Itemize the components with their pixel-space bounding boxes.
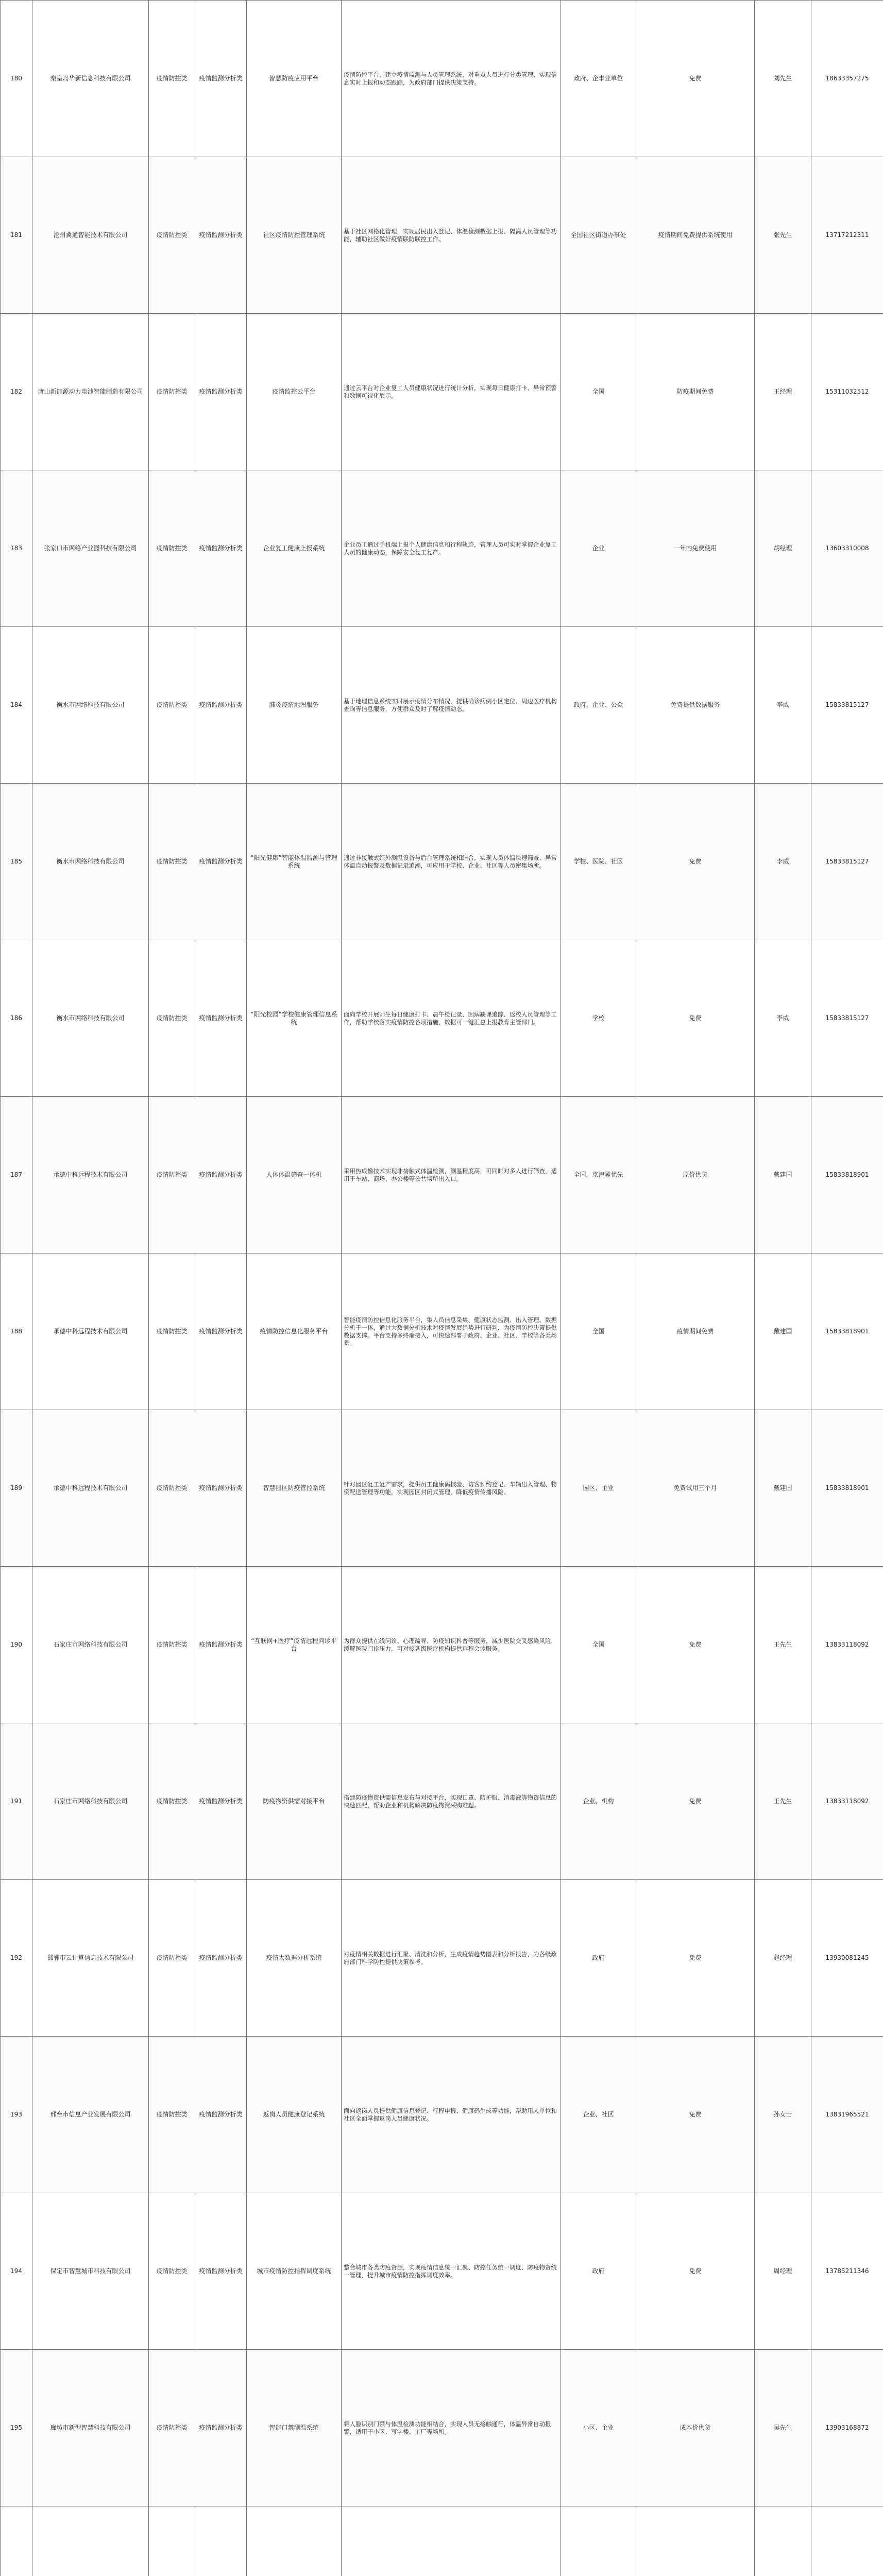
company-name: 承德中科远程技术有限公司 (32, 1253, 149, 1410)
row-number: 191 (1, 1723, 32, 1880)
contact-person: 戴建国 (755, 1097, 811, 1253)
contact-person: 王先生 (755, 1723, 811, 1880)
contact-phone: 15833818901 (811, 1253, 883, 1410)
contact-person: 戴建国 (755, 1410, 811, 1567)
company-name: 石家庄市网络科技有限公司 (32, 1567, 149, 1723)
product-description (342, 2506, 561, 2576)
table-row (1, 1, 883, 157)
contact-person: 胡经理 (755, 470, 811, 627)
subcategory-cell: 疫情监测分析类 (195, 1, 247, 157)
contact-phone: 13785211346 (811, 2193, 883, 2350)
service-scope: 学校、医院、社区 (561, 784, 636, 940)
service-offer: 免费提供数据服务 (636, 627, 755, 784)
contact-person: 刘先生 (755, 1, 811, 157)
table-row (1, 1723, 883, 1880)
service-offer: 免费 (636, 2193, 755, 2350)
product-name: 城市疫情防控指挥调度系统 (247, 2193, 342, 2350)
contact-person: 张先生 (755, 157, 811, 314)
product-name: 疫情监控云平台 (247, 314, 342, 470)
contact-phone: 13833118092 (811, 1567, 883, 1723)
service-offer: 一年内免费使用 (636, 470, 755, 627)
service-offer: 免费 (636, 1, 755, 157)
table-row (1, 1410, 883, 1567)
service-offer: 免费 (636, 940, 755, 1097)
product-description: 企业员工通过手机端上报个人健康信息和行程轨迹，管理人员可实时掌握企业复工人员的健康动态，保障安全复工复产。 (342, 470, 561, 627)
category-cell: 疫情防控类 (149, 1253, 195, 1410)
contact-phone: 13603310008 (811, 470, 883, 627)
row-number (1, 2506, 32, 2576)
category-cell: 疫情防控类 (149, 470, 195, 627)
category-cell: 疫情防控类 (149, 627, 195, 784)
contact-phone: 13833118092 (811, 1723, 883, 1880)
service-offer: 防疫期间免费 (636, 314, 755, 470)
company-name: 承德中科远程技术有限公司 (32, 1410, 149, 1567)
product-name (247, 2506, 342, 2576)
product-description: 搭建防疫物资供需信息发布与对接平台，实现口罩、防护服、消毒液等物资信息的快速匹配，帮助企业和机构解决防疫物资采购难题。 (342, 1723, 561, 1880)
contact-phone: 13903168872 (811, 2350, 883, 2506)
product-name: “阳光校园”学校健康管理信息系统 (247, 940, 342, 1097)
table-row (1, 1253, 883, 1410)
category-cell: 疫情防控类 (149, 314, 195, 470)
service-offer: 成本价供货 (636, 2350, 755, 2506)
service-offer: 免费试用三个月 (636, 1410, 755, 1567)
table-row (1, 470, 883, 627)
product-description: 采用热成像技术实现非接触式体温检测，测温精度高，可同时对多人进行筛查，适用于车站、商场、办公楼等公共场所出入口。 (342, 1097, 561, 1253)
category-cell: 疫情防控类 (149, 940, 195, 1097)
row-number: 182 (1, 314, 32, 470)
table-row (1, 314, 883, 470)
service-scope: 政府 (561, 1880, 636, 2037)
subcategory-cell (195, 2506, 247, 2576)
table-row (1, 940, 883, 1097)
category-cell: 疫情防控类 (149, 1880, 195, 2037)
service-scope: 企业、机构 (561, 1723, 636, 1880)
product-name: 疫情大数据分析系统 (247, 1880, 342, 2037)
company-name (32, 2506, 149, 2576)
category-cell: 疫情防控类 (149, 2037, 195, 2193)
service-scope (561, 2506, 636, 2576)
contact-person: 李威 (755, 627, 811, 784)
product-name: 智能门禁测温系统 (247, 2350, 342, 2506)
row-number: 194 (1, 2193, 32, 2350)
product-name: 返岗人员健康登记系统 (247, 2037, 342, 2193)
row-number: 193 (1, 2037, 32, 2193)
subcategory-cell: 疫情监测分析类 (195, 627, 247, 784)
product-description: 通过非接触式红外测温设备与后台管理系统相结合，实现人员体温快速筛查、异常体温自动报警及数据记录追溯，可应用于学校、企业、社区等人员密集场所。 (342, 784, 561, 940)
company-name: 衡水市网络科技有限公司 (32, 627, 149, 784)
contact-person: 赵经理 (755, 1880, 811, 2037)
service-scope: 全国 (561, 314, 636, 470)
row-number: 187 (1, 1097, 32, 1253)
product-description: 面向学校开展师生每日健康打卡、晨午检记录、因病缺课追踪、返校人员管理等工作，帮助学校落实疫情防控各项措施，数据可一键汇总上报教育主管部门。 (342, 940, 561, 1097)
service-offer: 免费 (636, 1723, 755, 1880)
category-cell: 疫情防控类 (149, 1097, 195, 1253)
contact-phone: 13930081245 (811, 1880, 883, 2037)
product-name: 智慧防疫应用平台 (247, 1, 342, 157)
category-cell (149, 2506, 195, 2576)
service-scope: 政府、企业、公众 (561, 627, 636, 784)
company-name: 廊坊市新型智慧科技有限公司 (32, 2350, 149, 2506)
table-row (1, 784, 883, 940)
row-number: 185 (1, 784, 32, 940)
contact-person: 王经理 (755, 314, 811, 470)
service-offer: 免费 (636, 784, 755, 940)
company-name: 石家庄市网络科技有限公司 (32, 1723, 149, 1880)
row-number: 181 (1, 157, 32, 314)
category-cell: 疫情防控类 (149, 157, 195, 314)
service-offer: 疫情期间免费 (636, 1253, 755, 1410)
service-offer: 免费 (636, 2037, 755, 2193)
service-scope: 园区、企业 (561, 1410, 636, 1567)
table-row (1, 2193, 883, 2350)
category-cell: 疫情防控类 (149, 2350, 195, 2506)
service-scope: 全国 (561, 1567, 636, 1723)
contact-person: 李威 (755, 784, 811, 940)
product-name: 肺炎疫情地图服务 (247, 627, 342, 784)
product-description: 基于地理信息系统实时展示疫情分布情况，提供确诊病例小区定位、周边医疗机构查询等信息服务，方便群众及时了解疫情动态。 (342, 627, 561, 784)
subcategory-cell: 疫情监测分析类 (195, 314, 247, 470)
company-name: 唐山新能源动力电池智能制造有限公司 (32, 314, 149, 470)
category-cell: 疫情防控类 (149, 1410, 195, 1567)
subcategory-cell: 疫情监测分析类 (195, 1253, 247, 1410)
product-name: 企业复工健康上报系统 (247, 470, 342, 627)
product-name: 防疫物资供需对接平台 (247, 1723, 342, 1880)
product-description: 通过云平台对企业复工人员健康状况进行统计分析，实现每日健康打卡、异常预警和数据可视化展示。 (342, 314, 561, 470)
contact-phone: 18633357275 (811, 1, 883, 157)
product-description: 为群众提供在线问诊、心理疏导、防疫知识科普等服务，减少医院交叉感染风险，缓解医院门诊压力，可对接各级医疗机构提供远程会诊服务。 (342, 1567, 561, 1723)
product-name: “互联网+医疗”疫情远程问诊平台 (247, 1567, 342, 1723)
company-name: 承德中科远程技术有限公司 (32, 1097, 149, 1253)
service-scope: 企业 (561, 470, 636, 627)
row-number: 190 (1, 1567, 32, 1723)
service-offer: 免费 (636, 1880, 755, 2037)
contact-person: 王先生 (755, 1567, 811, 1723)
product-name: 社区疫情防控管理系统 (247, 157, 342, 314)
contact-phone: 15833815127 (811, 784, 883, 940)
contact-person: 李威 (755, 940, 811, 1097)
service-scope: 企业、社区 (561, 2037, 636, 2193)
subcategory-cell: 疫情监测分析类 (195, 940, 247, 1097)
table-row (1, 1097, 883, 1253)
contact-person: 戴建国 (755, 1253, 811, 1410)
service-scope: 政府 (561, 2193, 636, 2350)
company-name: 张家口市网络产业园科技有限公司 (32, 470, 149, 627)
product-description: 智能疫情防控信息化服务平台，集人员信息采集、健康状态监测、出入管理、数据分析于一体，通过大数据分析技术对疫情发展趋势进行研判，为疫情防控决策提供数据支撑。平台支持多终端接入，可快速部署于政府、企业、社区、学校等各类场景。 (342, 1253, 561, 1410)
product-description: 将人脸识别门禁与体温检测功能相结合，实现人员无接触通行，体温异常自动报警，适用于小区、写字楼、工厂等场所。 (342, 2350, 561, 2506)
subcategory-cell: 疫情监测分析类 (195, 2193, 247, 2350)
company-name: 邢台市信息产业发展有限公司 (32, 2037, 149, 2193)
subcategory-cell: 疫情监测分析类 (195, 1567, 247, 1723)
table-row (1, 2350, 883, 2506)
contact-phone: 15833818901 (811, 1410, 883, 1567)
category-cell: 疫情防控类 (149, 1723, 195, 1880)
product-description: 对疫情相关数据进行汇聚、清洗和分析，生成疫情趋势图表和分析报告，为各级政府部门科学防控提供决策参考。 (342, 1880, 561, 2037)
company-name: 保定市智慧城市科技有限公司 (32, 2193, 149, 2350)
row-number: 180 (1, 1, 32, 157)
product-name: 智慧园区防疫管控系统 (247, 1410, 342, 1567)
table-row (1, 2037, 883, 2193)
product-name: 人体体温筛查一体机 (247, 1097, 342, 1253)
service-scope: 小区、企业 (561, 2350, 636, 2506)
subcategory-cell: 疫情监测分析类 (195, 2350, 247, 2506)
product-description: 疫情防控平台，建立疫情监测与人员管理系统，对重点人员进行分类管理，实现信息实时上报和动态跟踪，为政府部门提供决策支持。 (342, 1, 561, 157)
subcategory-cell: 疫情监测分析类 (195, 1097, 247, 1253)
category-cell: 疫情防控类 (149, 1, 195, 157)
subcategory-cell: 疫情监测分析类 (195, 1410, 247, 1567)
row-number: 184 (1, 627, 32, 784)
company-name: 衡水市网络科技有限公司 (32, 784, 149, 940)
row-number: 186 (1, 940, 32, 1097)
service-scope: 全国社区街道办事处 (561, 157, 636, 314)
company-name: 邯郸市云计算信息技术有限公司 (32, 1880, 149, 2037)
table-row (1, 2506, 883, 2576)
product-description: 面向返岗人员提供健康信息登记、行程申报、健康码生成等功能，帮助用人单位和社区全面掌握返岗人员健康状况。 (342, 2037, 561, 2193)
row-number: 195 (1, 2350, 32, 2506)
category-cell: 疫情防控类 (149, 2193, 195, 2350)
subcategory-cell: 疫情监测分析类 (195, 1880, 247, 2037)
category-cell: 疫情防控类 (149, 1567, 195, 1723)
contact-phone: 15833818901 (811, 1097, 883, 1253)
product-name: “阳光健康”智能体温监测与管理系统 (247, 784, 342, 940)
category-cell: 疫情防控类 (149, 784, 195, 940)
contact-phone: 13831965521 (811, 2037, 883, 2193)
product-description: 针对园区复工复产需求，提供员工健康码核验、访客预约登记、车辆出入管理、物资配送管理等功能，实现园区封闭式管理，降低疫情传播风险。 (342, 1410, 561, 1567)
service-offer (636, 2506, 755, 2576)
subcategory-cell: 疫情监测分析类 (195, 2037, 247, 2193)
product-name: 疫情防控信息化服务平台 (247, 1253, 342, 1410)
table-row (1, 1880, 883, 2037)
contact-phone: 15833815127 (811, 940, 883, 1097)
contact-phone: 15311032512 (811, 314, 883, 470)
service-scope: 政府、企事业单位 (561, 1, 636, 157)
table-row (1, 157, 883, 314)
row-number: 188 (1, 1253, 32, 1410)
row-number: 192 (1, 1880, 32, 2037)
contact-person: 周经理 (755, 2193, 811, 2350)
row-number: 183 (1, 470, 32, 627)
company-name: 衡水市网络科技有限公司 (32, 940, 149, 1097)
contact-phone (811, 2506, 883, 2576)
service-offer: 原价供货 (636, 1097, 755, 1253)
contact-person: 吴先生 (755, 2350, 811, 2506)
product-description: 基于社区网格化管理，实现居民出入登记、体温检测数据上报、隔离人员管理等功能，辅助社区做好疫情联防联控工作。 (342, 157, 561, 314)
company-name: 秦皇岛华新信息科技有限公司 (32, 1, 149, 157)
company-name: 沧州冀通智能技术有限公司 (32, 157, 149, 314)
contact-phone: 13717212311 (811, 157, 883, 314)
contact-person (755, 2506, 811, 2576)
service-scope: 学校 (561, 940, 636, 1097)
service-scope: 全国 (561, 1253, 636, 1410)
contact-phone: 15833815127 (811, 627, 883, 784)
subcategory-cell: 疫情监测分析类 (195, 470, 247, 627)
subcategory-cell: 疫情监测分析类 (195, 784, 247, 940)
table-row (1, 627, 883, 784)
row-number: 189 (1, 1410, 32, 1567)
service-offer: 免费 (636, 1567, 755, 1723)
subcategory-cell: 疫情监测分析类 (195, 157, 247, 314)
service-scope: 全国，京津冀优先 (561, 1097, 636, 1253)
subcategory-cell: 疫情监测分析类 (195, 1723, 247, 1880)
contact-person: 孙女士 (755, 2037, 811, 2193)
product-description: 整合城市各类防疫资源，实现疫情信息统一汇聚、防控任务统一调度、防疫物资统一管理，提升城市疫情防控指挥调度效率。 (342, 2193, 561, 2350)
service-offer: 疫情期间免费提供系统使用 (636, 157, 755, 314)
table-row (1, 1567, 883, 1723)
